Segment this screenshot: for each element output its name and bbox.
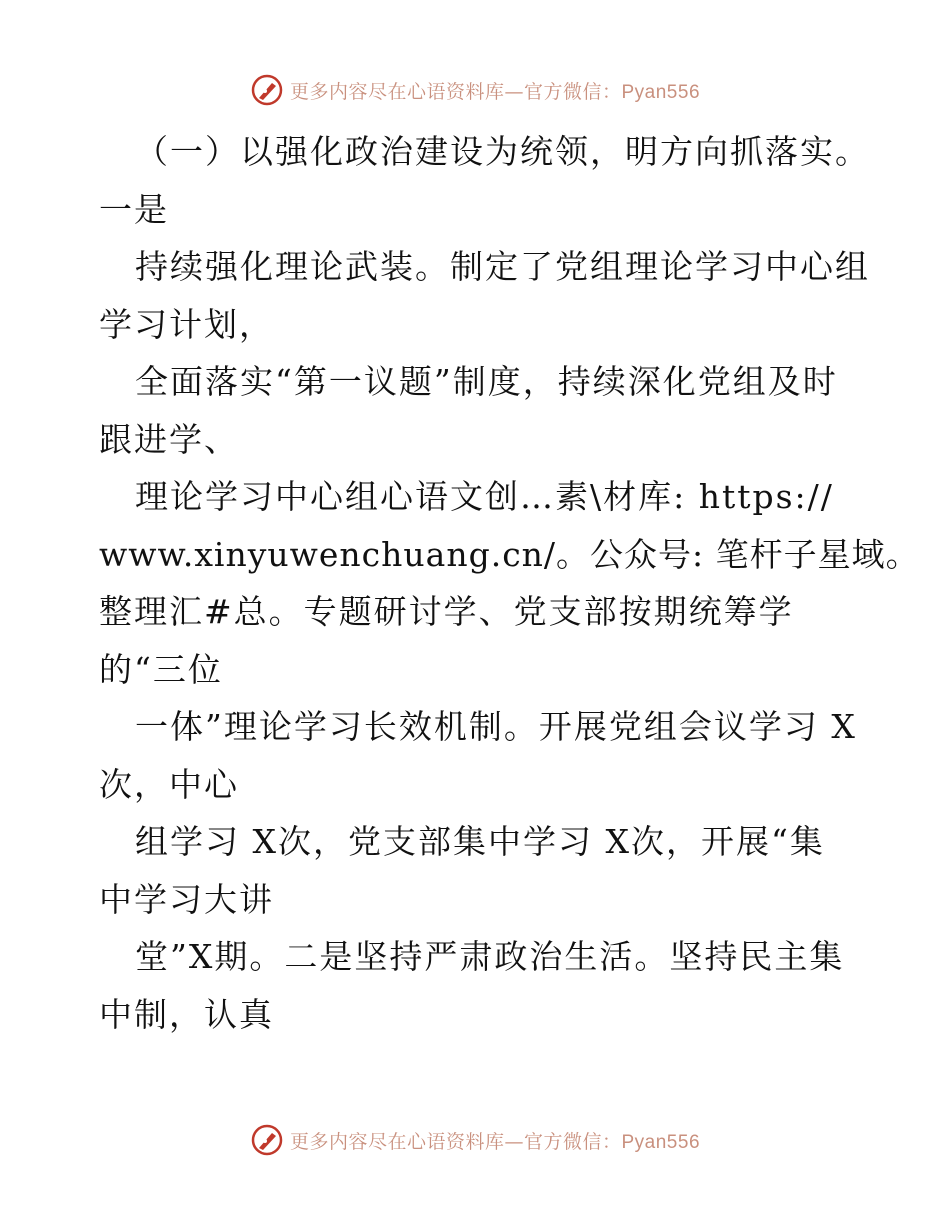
- text-line: 整理汇#总。专题研讨学、党支部按期统筹学: [99, 592, 794, 631]
- text-line: 全面落实“第一议题”制度，持续深化党组及时: [135, 362, 838, 401]
- text-line: 中制，认真: [99, 994, 274, 1034]
- text-line: 跟进学、: [99, 419, 239, 459]
- text-line: 次，中心: [99, 764, 239, 804]
- text-line: 学习计划，: [99, 304, 274, 344]
- text-line: www.xinyuwenchuang.cn/。公众号: 笔杆子星域。: [99, 534, 920, 574]
- text-line: （一）以强化政治建设为统领，明方向抓落实。: [135, 132, 870, 171]
- pen-logo-icon: [250, 1123, 284, 1157]
- pen-logo-icon: [250, 73, 284, 107]
- banner-text: 更多内容尽在心语资料库—官方微信：Pyan556: [289, 1130, 701, 1153]
- wechat-handle: Pyan556: [621, 81, 701, 103]
- footer-banner: [0, 1120, 950, 1160]
- document-body: [99, 123, 920, 1043]
- banner-text: 更多内容尽在心语资料库—官方微信：Pyan556: [289, 80, 701, 103]
- text-line: 堂”X期。二是坚持严肃政治生活。坚持民主集: [135, 937, 845, 976]
- text-line: 一体”理论学习长效机制。开展党组会议学习 X: [135, 707, 857, 746]
- text-line: 中学习大讲: [99, 879, 274, 919]
- text-line: 持续强化理论武装。制定了党组理论学习中心组: [135, 247, 870, 286]
- text-line: 组学习 X次，党支部集中学习 X次，开展“集: [135, 822, 825, 861]
- text-line: 理论学习中心组心语文创…素\材库: https://: [135, 477, 834, 516]
- wechat-handle: Pyan556: [621, 1131, 701, 1153]
- header-banner: [0, 70, 950, 110]
- text-line: 一是: [99, 189, 169, 229]
- text-line: 的“三位: [99, 649, 223, 689]
